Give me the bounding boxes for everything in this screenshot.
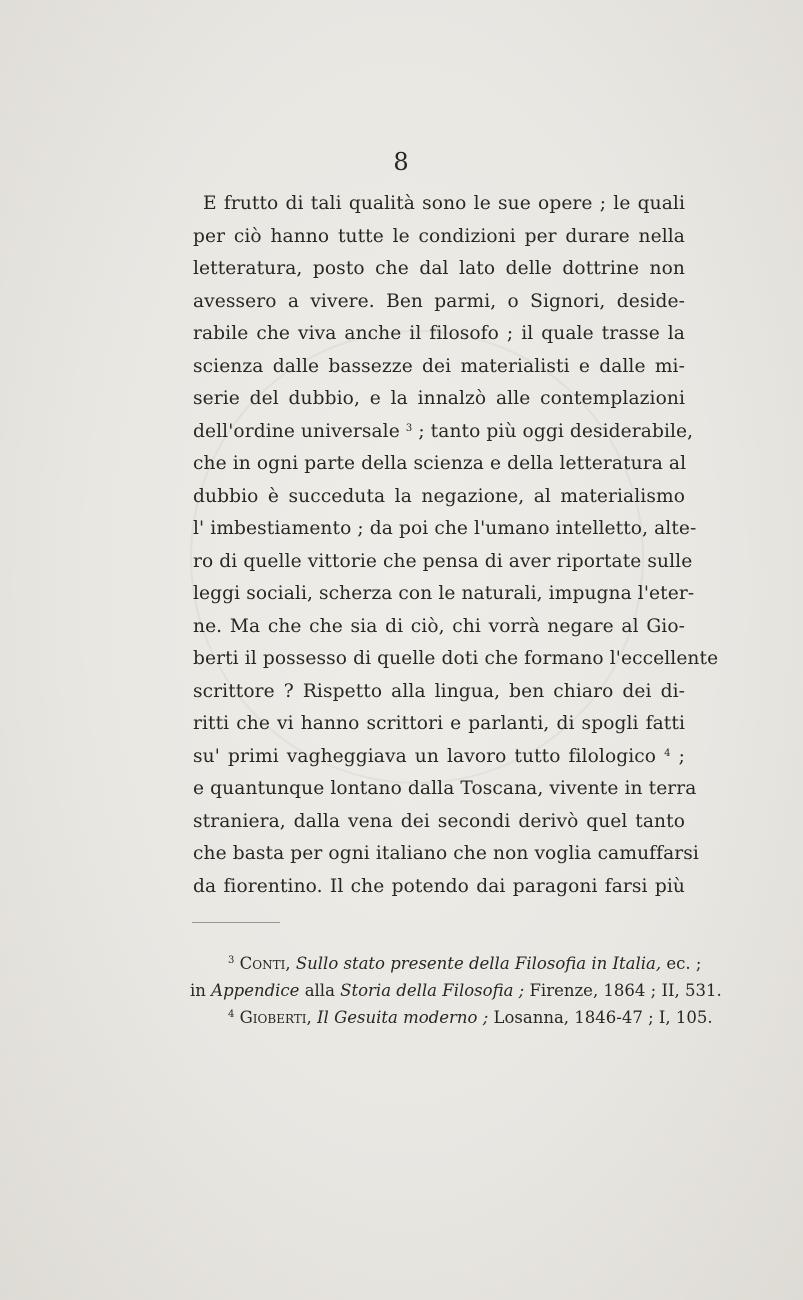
footnote-author: Conti,: [239, 954, 291, 973]
footnote-title: Appendice: [211, 981, 300, 1000]
footnote-marker: 4: [228, 1009, 235, 1020]
footnote-3-continued: [190, 977, 722, 1004]
footnote-text: Firenze, 1864 ; II, 531.: [529, 981, 722, 1000]
footnote-marker: 3: [228, 955, 235, 966]
footnote-title: Storia della Filosofia ;: [340, 981, 525, 1000]
text-line: [193, 741, 685, 774]
footnote-text: Losanna, 1846-47 ; I, 105.: [493, 1008, 713, 1027]
text-line: ro di quelle vittorie che pensa di aver riportate sulle: [193, 550, 693, 572]
text-line: l' imbestiamento ; da poi che l'umano intelletto, alte-: [193, 518, 697, 539]
text-line: e quantunque lontano dalla Toscana, vivente in terra: [193, 778, 697, 799]
text-line: per ciò hanno tutte le condizioni per durare nella: [193, 225, 685, 247]
text-line: rabile che viva anche il filosofo ; il quale trasse la: [193, 323, 685, 344]
footnote-text: ec. ;: [666, 954, 702, 973]
text-line: serie del dubbio, e la innalzò alle contemplazioni: [193, 388, 685, 409]
text-segment: su' primi vagheggiava un lavoro tutto filologico: [193, 745, 657, 767]
footnote-title: Sullo stato presente della Filosofia in Italia,: [295, 954, 662, 973]
text-line: dubbio è succeduta la negazione, al materialismo: [193, 485, 685, 507]
text-segment: ;: [678, 745, 685, 767]
text-line: scrittore ? Rispetto alla lingua, ben chiaro dei di-: [193, 680, 685, 702]
text-line: che basta per ogni italiano che non voglia camuffarsi: [193, 843, 699, 864]
text-line: E frutto di tali qualità sono le sue opere ; le quali: [203, 193, 685, 214]
text-line: berti il possesso di quelle doti che formano l'eccellente: [193, 648, 719, 669]
footnote-4: [190, 1004, 713, 1031]
footnote-3: [190, 950, 702, 977]
footnotes: [190, 950, 722, 1031]
footnote-author: Gioberti,: [239, 1008, 312, 1027]
footnote-ref-3[interactable]: 3: [405, 422, 413, 434]
footnote-ref-4[interactable]: 4: [664, 747, 671, 759]
text-line: leggi sociali, scherza con le naturali, impugna l'eter-: [193, 583, 695, 604]
text-line: che in ogni parte della scienza e della letteratura al: [193, 453, 687, 474]
page-number: 8: [393, 148, 410, 176]
text-line: [193, 416, 694, 449]
text-segment: ; tanto più oggi desiderabile,: [418, 420, 694, 442]
text-segment: dell'ordine universale: [193, 420, 400, 442]
footnote-text: alla: [304, 981, 335, 1000]
text-line: da fiorentino. Il che potendo dai paragoni farsi più: [193, 875, 685, 897]
text-line: letteratura, posto che dal lato delle dottrine non: [193, 258, 685, 279]
footnote-divider: [192, 922, 280, 923]
text-line: avessero a vivere. Ben parmi, o Signori, deside-: [193, 290, 685, 312]
footnote-text: in: [190, 981, 206, 1000]
footnote-title: Il Gesuita moderno ;: [317, 1008, 489, 1027]
text-line: ritti che vi hanno scrittori e parlanti, di spogli fatti: [193, 713, 685, 734]
text-line: straniera, dalla vena dei secondi derivò quel tanto: [193, 810, 685, 832]
body-text: [193, 188, 719, 903]
text-line: scienza dalle bassezze dei materialisti e dalle mi-: [193, 355, 685, 377]
text-line: ne. Ma che che sia di ciò, chi vorrà negare al Gio-: [193, 615, 685, 637]
